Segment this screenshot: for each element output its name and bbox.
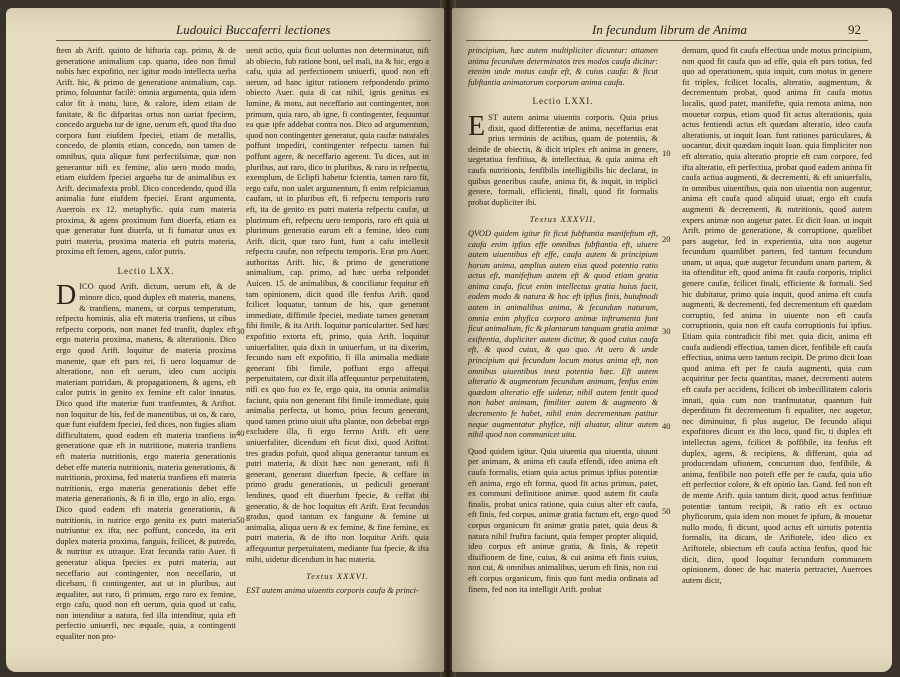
page-number: 92: [848, 22, 861, 37]
textus-heading: Textus XXXVI.: [306, 571, 369, 582]
line-number: 50: [236, 515, 245, 525]
left-page: [6, 8, 444, 672]
paragraph-text: ST autem anima uiuentis corporis. Quia prius dixit, quod differentiæ de anima, neceffarius erat prius terminis de actibus, quam de potentiis, & deinde de obiectis, & dicit triplex eft anima in genere, uegetatiua fenfitiua, & intellectiua, & quia anima eft caufa nutritionis, fenfibilis intelligibilis hic declarat, in quibus generibus caufæ, anima fit, & inquit, in triplici genere, formali, efficienti, finali, quod fit formalis probat dupliciter ibi.: [468, 112, 658, 207]
right-running-head: In fecundum librum de Anima: [592, 22, 748, 37]
left-column-1: [56, 46, 236, 643]
lectio-heading: Lectio LXX.: [117, 265, 175, 276]
right-column-1: [468, 46, 658, 595]
quoted-text: QVOD quidem igitur fit ficut fubftantia manifeftum eft, caufa enim ipfius effe omnibus fubftantia eft, uiuere autem uiuentibus eft effe, caufa autem & principium horum anima, amplius autem eius quod potentia ratio actus eft, manifeftum autem eft & quod etiam gratia anima caufa, ficut enim intellectus gratia huius facit, eodem modo & natura & hoc eft ipfius finis, huiufmodi autem in animalibus anima, & fecundum naturam, omnia enim phyfica corpora animæ inftrumenta funt ficut animalium, fic & plantarum tanquam gratia animæ exiftentia, dupliciter autem dicitur, & quod cuius caufa eft, & quod cuius, & quo quo. At uero & unde principium qui fecundum locum motus anima eft, non omnibus uiuentibus inest potentia hæc. Eft autem alteratio & augmentum fecundum animam, fenfus enim quædam alteratio effe uidetur, nihil autem fentit quod non habet animam, fimiliter autem & augmento & decremento fe habet, nihil enim decrementum patitur neque augmentatur phyfice, nifi aluatur, alitur autem nihil quod non communicet uita.: [468, 228, 658, 440]
textus-heading: Textus XXXVII.: [529, 214, 597, 225]
left-column-2: [246, 46, 429, 596]
line-number: 40: [662, 421, 671, 431]
left-head-rule: [56, 40, 431, 41]
paragraph: Quod quidem igitur. Quia uiuentia qua uiuentia, uiuunt per animam, & anima eft caufa effendi, ideo anima eft caufa formalis, etiam quia actus primus ipfius potentiæ eft anima, ergo eft forma, quod fit actus primus, patet, ex communi definitione animæ. quod autem fit caufa finalis, probat unica ratione, quia cuius alter eft caufa, eft finis, fed corpus, animæ gratia factum eft, ergo quod corpus organicum fit animæ gratia patet, quia deus & natura nihil fruftra faciunt, quia femper propter aliquid, ideo corpus eft animæ gratia, & finis, & repetit diuifionem de fine, cuius, & cui anima eft finis cuius, non cui, & omnibus animalibus, uerum eft finis, non cui eft corpus organicum, finis quo funt media ordinata ad finem, fed non ita intelligit Arift. probat: [468, 446, 658, 594]
right-column-2: [682, 46, 872, 586]
intro-text: principium, hæc autem multipliciter dicuntur: attamen anima fecundum determinatos tres modos caufa dicitur: etenim unde motus caufa eft, & cuius caufa: & ficut fubftantia animatorum corporum anima caufa.: [468, 46, 658, 87]
line-number: 10: [662, 148, 671, 158]
right-page: [452, 8, 892, 672]
paragraph: [56, 282, 236, 642]
paragraph: uenit actio, quia ficut uoluntas non determinatur, nifi ab obiecto, fub ratione boni, uel mali, ita & hic, ergo a cafu, quia ad perfectionem uniuerfi, quod non eft uerum, ad hanc igitur rationem refpondendo primo obiecto Auer. quia di cat nihil, ignis genitus ex lumine, & motu, aut neceffario aut contingenter, non primum, quia raro, ab igne, fi contingenter, fequuntur ea quæ ipfe addebat contra nos. Dico ad argumentum, quod non contingenter generatur, quia caufæ naturales poffunt impediri, contingenter refpectu tamen fui poffunt agere, & neceffario agerent. Tu dices, aut in pluribus, aut raro, dico in pluribus, & raro in refpectu, exemplum, de Eclipfi habetur fcientia, tamen raro fit, ergo cafu, non ualet argumentum, fi enim refpiciamus caufam, ut in pluribus eft, fi refpectu temporis raro eft, ita de genito ex putri materia refpectu caufæ, ut plurimum eft, refpectu uero temporis, raro eft quia ut plurimum generatio earum eft a femine, ideo cum Arift. dicit, quæ raro funt, funt a cafu intellexit refpectu caufæ, non refpectu temporis. Erat pro Auer. authoritas Arift. hic, & primo de generatione animalium, cap. primo, ad hæc uerba refpondet Auicen. 15. de animalibus, & conciliatur fequitur eft tam opinionem, dicit quod ille fenfus Arift. quod fcilicet loquatur, tantum de his, quæ generant immediate, diffimile fpeciei, mediate tamen generant fibi fimile, & ita Arift. loquitur particulariter. Sed hæc expofitio extorta eft, primo, quia Arift. loquitur uniuerfaliter, quia dixit in uniuerfum, ut ita dixerim, fecundo nam eft expofitio, fi illa animalia mediate generant fibi fimile, poffunt ergo affequi perpetuitatem, cur dixit illa affequuntur perpetuitatem, nifi ex quo fuo ex fe, ergo quia, ita omnia animalia faciunt, quia non generant fibi fimile immediate, quia animalia perfecta, ut homo, prius fecum generant, quod tamen primo uiuit ufta plantæ, non debebat ergo excludere illa, fi ergo ferrno Arift. eft uere uniuerfaliter, dicendum eft ficut dixi, quod Ariftot. tres gradus pofuit, quod aliqua generantur tantum ex putri materia, & dixit hæc non generant, nifi fi generant, generant diuerfum fpecie, & ceffare in primo gradu generationis, ut pediculi generant lendines, quod eft diuerfum fpecie, & ceffat ibi generatio, & de hoc loquitus eft Arift. Erat fecundus gradus, quod tantum ex fanguine & femine ut animalia, aliqua uero & ex femine, & fine femine, ex putri materia, & de ifto non loquitur Arift. quia affequuntur perpetuitatem, mediante fua fpecie, & ifta mihi, uidetur dicendum in hac materia.: [246, 46, 429, 564]
line-number: 30: [236, 326, 245, 336]
line-number: 50: [662, 506, 671, 516]
drop-cap: D: [56, 280, 77, 312]
line-number: 30: [662, 326, 671, 336]
paragraph: [468, 110, 658, 208]
drop-cap: E: [468, 110, 486, 142]
paragraph-text: ICO quod Arift. dictum, uerum eft, & de minore dico, quod duplex eft materia, manens, & tranfiens, manens, ut corpus temperatum, refpectu hominis, alia eft materia tranfiens, ut cibus refpectu corporis, non manet fed tranfit, duplex eft ergo materia proxima, manens, & alterationis. Dico ergo quod Arift. loquitur de materia proxima manente, quæ eft pars rei, fi uero loquamur de alteratione, non eft uerum, ideo cum accipis materiam putridam, & propagationem, & agens, eft calor putris in genito ex femine eft calor innatus. Dico quod ifte materiæ funt tranfeuntes, & Ariftot. non loquitur de his, fed de manentibus, ut os, & caro, quæ funt eiufdem fpeciei, fed dices, non fugies aliam difficultatem, quod eadem eft materia tranfiens in generatione quæ eft in nutritione, materia tranfiens eft materia nutritionis, ergo materia generationis debet effe materia nutritionis, materia generationis, & nutritionis, proxima, fed materia tranfiens eft materia nutritionis, ergo materia generationis debet effe materia generationis, & fi in illo, ergo in alio, ergo. Dico quod eadem eft materia generationis, & nutritionis, in nutrice ergo genita ex putri materia nutriuntur ex ifta, nec poffunt, concedo, ita erit duplex materia proxima, fanguis, fcilicet, & putredo, & nutritur ex utraque. Erat fecunda ratio Auer. fi generatur aliqua fpecies ex putri materia, aut neceffario aut contingenter, non neceſſario, ut dicebam, fi contingenter, aut ut in pluribus, aut æqualiter, aut raro, fi primum, ergo raro ex femine, ergo cafu, quod non eft uerum, quia quod ut cafu, non intenditur a natura, fed illa intenditur, quia eft perfectio uniuerfi, nec æquale, quia, a contingenti equaliter non pro-: [56, 282, 236, 642]
lectio-heading: Lectio LXXI.: [532, 96, 594, 107]
left-running-head: Ludouici Buccaferri lectiones: [176, 22, 331, 37]
paragraph: demum, quod fit caufa effectiua unde motus principium, non quod fit caufa quo ad effe, quia eft pars totius, fed quo ad operationem, quia inquit, cum motus in genere fit triplex, fcilicet localis, alteratio, augmentum, & decrementum probat, quod anima fit caufa motus localis, quod patet, manifefte, quia remota anima, non mouetur corpus, etiam quod fit actus alterationis, quia actus fentiendi actus eft quædam alteratio, ideo caufa alterationis, ut inquit Ioan. funt rationes particulares, & uocantur, dixit quædam inquit Ioan. quia fimpliciter non eft alteratio, quia alteratio proprie eft cum corpore, fed ifta alteratio, eft perfectiua, probat quod eadem anima fit caufa actiua augmenti, & decrementi, & eft uniuerfalis, in omnibus uiuentibus, quia non uiuentia non augentur, anima eft caufa quod aliquid uiuat, ergo eft caufa augmenti & decrementi, & nutritionis, quod autem expers animæ non augetur patet. Et dicit Ioan. ut inquit Arift. primo de generatione, & corruptione, quælibet pars augetur, fed in experientia, uita non augetur fecundum quamlibet partem, fed tantum fecundum unam, ut aqua, quæ augetur fecundum unam partem, & ita oftenditur eft, quod anima fit caufa corporis, triplici genere caufæ, fcilicet finali, efficiente & formali. Sed hic dubitatur, primo quia inquit, quod anima eft caufa augmenti, & decrementi, fed decrementum eft quædam corruptio, fed anima in uiuente non eft caufa corruptionis, quia non eft caufa corruptionis fui ipfius. Etiam quia contradicit fibi met. quia dicit, anima eft caufa audiendi effectiua, tamen dicet, fenfibile eft caufa effectiua, anima uero tantum recipit. De primo dicit Ioan quod anima eft per fe caufa augmenti, quia cum acquiritur per fecta quantitas, manet, decrementi autem eft caufa per accidens, fcilicet ob imbecillitatem caloris innati, quia cum non tranfmutatur, quantum fuit deperditum fit decrementum fi equaliter, nec augetur, nec diminuitur, fi plus augetur, De fecundo aliqui expofitores dicunt ex ifto loco, quod fic, ti duplex eft intellectus agens, fcilicet & poffibile, ita fenfus eft duplex, agens, & recipiens, & differunt, quia ad producendam ufionem, concurrunt duo, fenfibile, & anima, fenfibile non poteft effe per fe caufa, quia ufio eft perfectior colore, & eft opinio Ian. Gand. fed non eft de mente Arift. quia tantum dicit, quod actus fenfitiuæ potentiæ tantum recipit, & ratio eft ex octauo phyficorum, quia idem non mouet fe ipfum, & mouetur nullo modo, fi dicunt, quod actus eft uirtutis potentia formalis, ita dicam, de Ariftotele, ideo dico ex Ariftotele, obiectum eft caufa actiua fenfus, quod hic dicit, dico, quod loquitur fecundum communem opinionem, donec de hac materia pertractet, Auerroes autem dicit,: [682, 46, 872, 585]
quoted-text: EST autem anima uiuentis corporis caufa & princi-: [246, 585, 419, 595]
right-head-rule: [466, 40, 868, 41]
line-number: 20: [662, 234, 671, 244]
paragraph: ftem ab Arift. quinto de hiftoria cap. primo, & de generatione animalium cap. quarto, ideo non fimul nobis hæc expofitio, nec igitur modo intellecta uerba Arift. hic, & primo de generatione animalium, cap. primo, foluuntur facilè: omnia argumenta, quia idem calor fit à motu, luce, & calore, idem etiam de fanitate, & fic difparitas ortus non uariat fpeciem, concedo argueba tur de igne, uerum eft, quod ifta duo corpora funt eiufdem fpeciei, etiam de metallis, concedo, de plantis etiam, concedo, non tamen de omnibus, quia aliquæ funt perfectiſsimæ, quæ non generantur nifi ex femine, alio uero modo modo, etiam eiufdem fpeciei argueba tur de animalibus ex Arift. decimafexta probl. Dico concedendo, quod illa animalia funt eiufdem fpeciei. Erant argumenta, Auerrois ex 12. metaphyfic. quia cum materia proxima, & agens proximum funt diuerfa, etiam ea quæ generatur funt diuerfa, ut fi fumatur unus ex putri materia, proxima materia eft putris materia, proxima eft femen, agens, calor putris.: [56, 46, 236, 257]
line-number: 40: [236, 428, 245, 438]
